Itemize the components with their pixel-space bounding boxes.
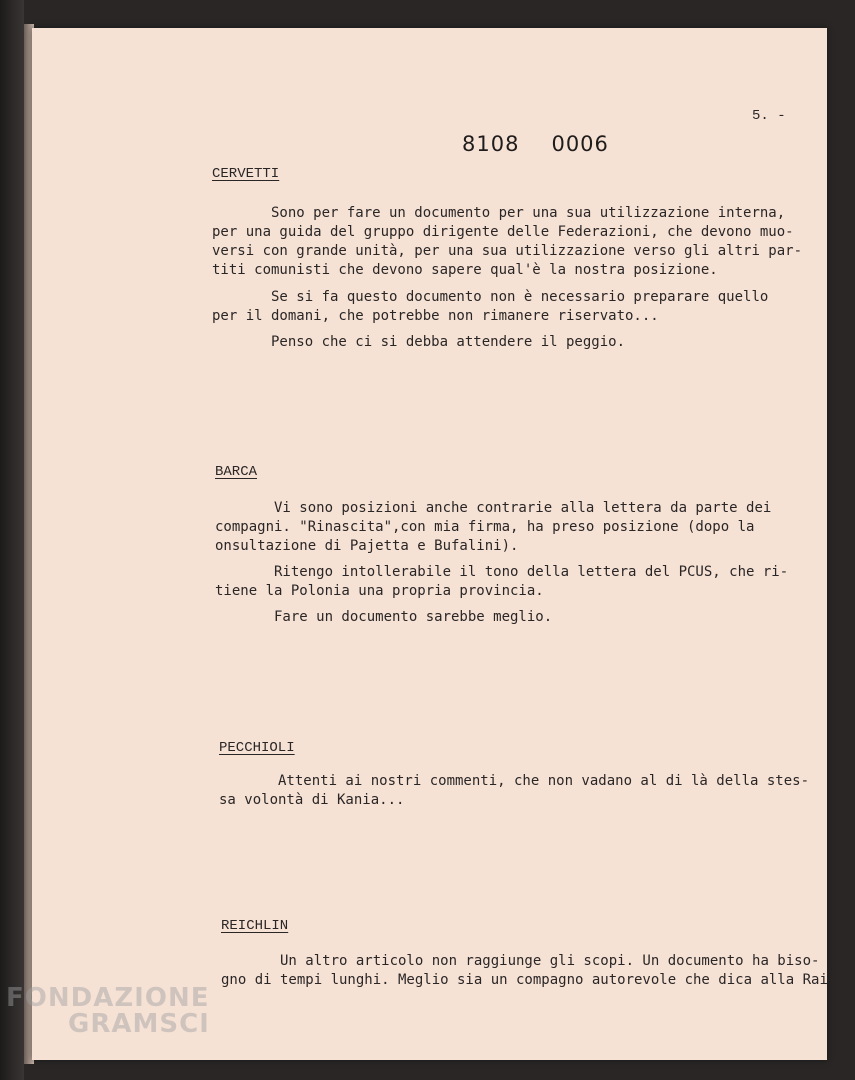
paragraph: Fare un documento sarebbe meglio. bbox=[215, 609, 553, 625]
watermark-line-2: GRAMSCI bbox=[68, 1009, 210, 1039]
speaker-heading: PECCHIOLI bbox=[219, 740, 295, 756]
speaker-heading: REICHLIN bbox=[221, 918, 289, 934]
speaker-heading: BARCA bbox=[215, 464, 258, 480]
paragraph: Penso che ci si debba attendere il peggio. bbox=[212, 334, 626, 350]
document-number-part-a: 8108 bbox=[462, 132, 520, 156]
speaker-heading: CERVETTI bbox=[212, 166, 280, 182]
page-number: 5. - bbox=[752, 108, 786, 124]
document-page bbox=[32, 28, 854, 1060]
document-number bbox=[462, 132, 609, 156]
document-number-part-b: 0006 bbox=[551, 132, 609, 156]
paragraph: Un altro articolo non raggiunge gli scopi. Un documento ha biso- gno di tempi lunghi. Meglio sia un compagno autorevole che dica alla Rai-TV bbox=[221, 953, 854, 988]
watermark-line-1: FONDAZIONE bbox=[6, 983, 210, 1013]
paragraph: Attenti ai nostri commenti, che non vadano al di là della stes- sa volontà di Kania... bbox=[219, 773, 810, 808]
binder-spine bbox=[0, 0, 24, 1080]
paragraph: Ritengo intollerabile il tono della lettera del PCUS, che ri- tiene la Polonia una propria provincia. bbox=[215, 564, 789, 599]
paragraph: Vi sono posizioni anche contrarie alla lettera da parte dei compagni. "Rinascita",con mia firma, ha preso posizione (dopo la onsultazione di Pajetta e Bufalini). bbox=[215, 500, 772, 554]
paragraph: Se si fa questo documento non è necessario preparare quello per il domani, che potrebbe non rimanere riservato... bbox=[212, 289, 769, 324]
fondazione-gramsci-watermark bbox=[6, 985, 210, 1037]
paragraph: Sono per fare un documento per una sua utilizzazione interna, per una guida del gruppo dirigente delle Federazioni, che devono muo- versi con grande unità, per una sua utilizzazione verso gli altri par- titi comunisti che devono sapere qual'è la nostra posizione. bbox=[212, 205, 803, 278]
